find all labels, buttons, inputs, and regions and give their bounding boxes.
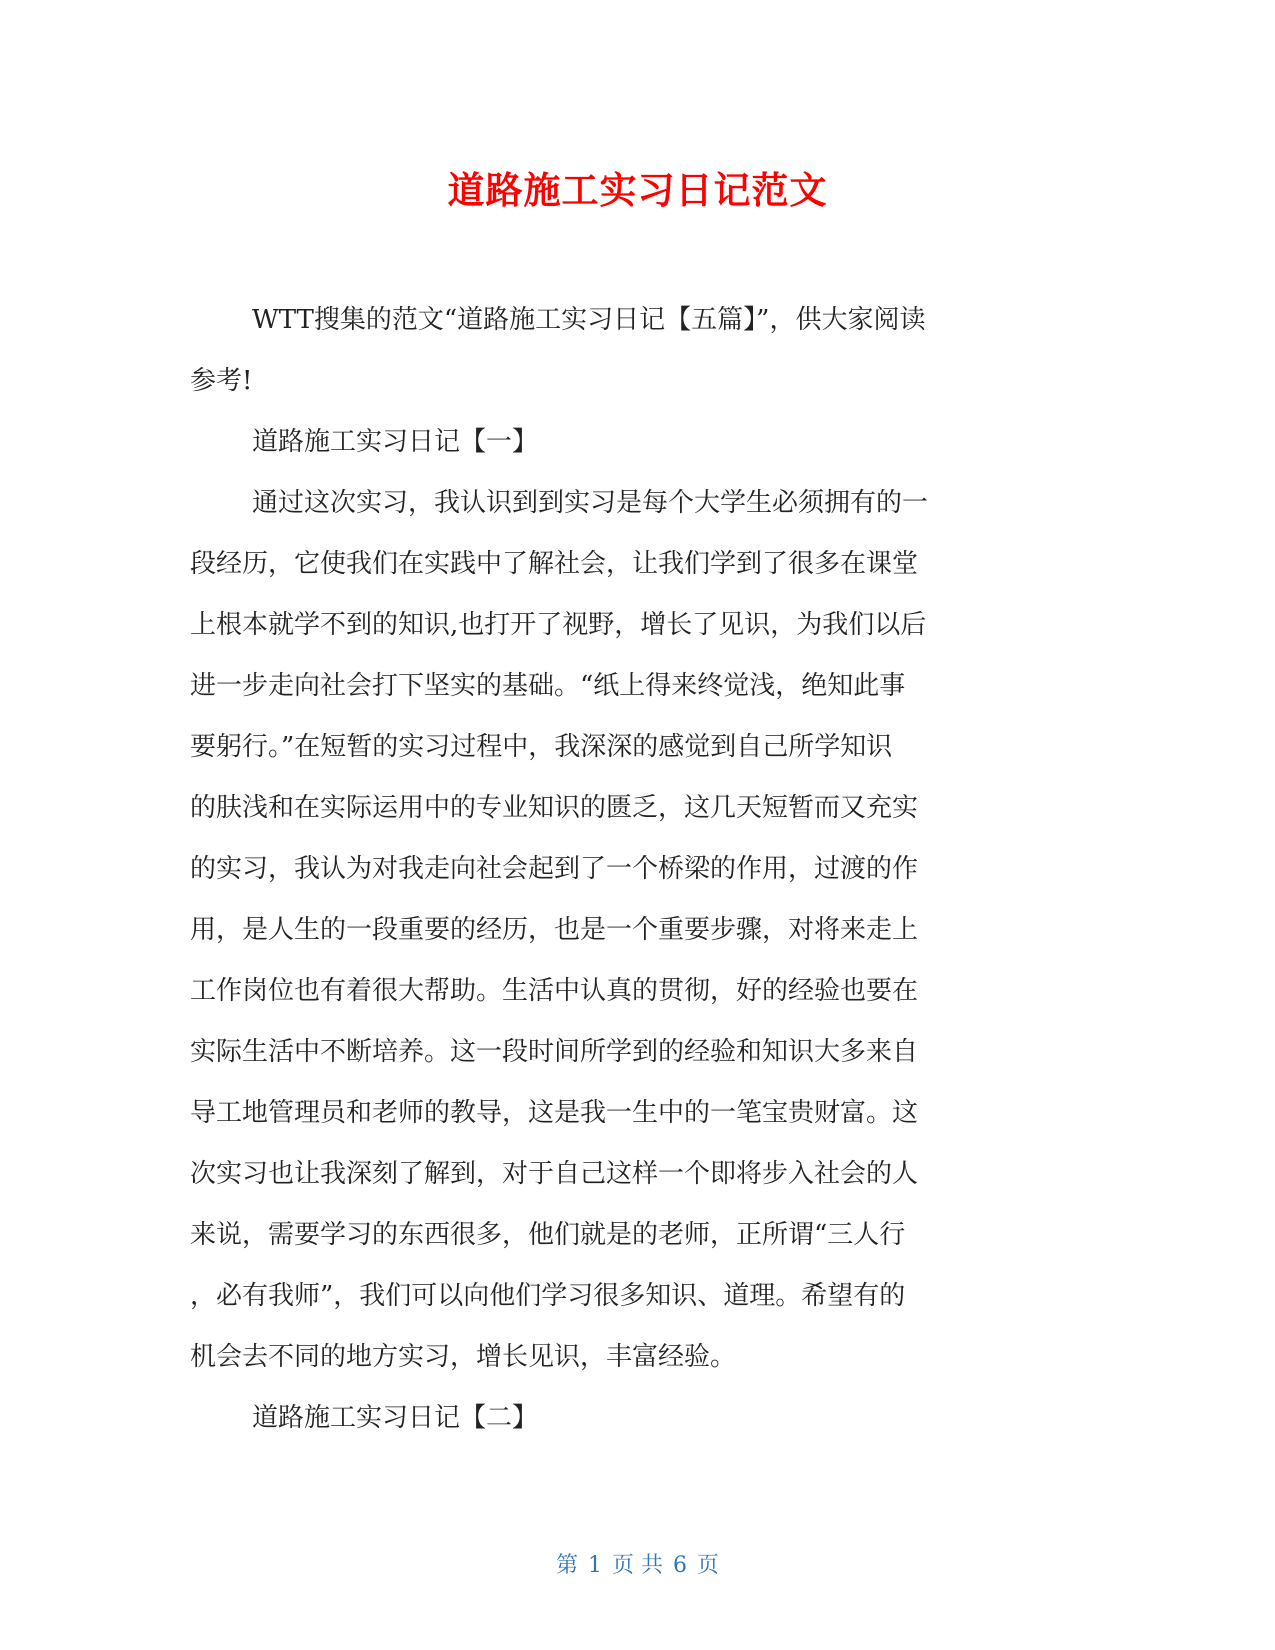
section-1-line: 工作岗位也有着很大帮助。生活中认真的贯彻，好的经验也要在 bbox=[190, 976, 919, 1006]
section-1-line: 导工地管理员和老师的教导，这是我一生中的一笔宝贵财富。这 bbox=[190, 1098, 919, 1128]
section-1-line: 次实习也让我深刻了解到，对于自己这样一个即将步入社会的人 bbox=[190, 1159, 919, 1189]
document-body bbox=[190, 290, 1085, 1449]
section-1-line: 要躬行。”在短暂的实习过程中，我深深的感觉到自己所学知识 bbox=[190, 732, 893, 762]
page-footer bbox=[0, 1548, 1275, 1579]
intro-line-2: 参考! bbox=[190, 366, 253, 396]
section-1-line: ，必有我师”，我们可以向他们学习很多知识、道理。希望有的 bbox=[190, 1281, 906, 1311]
section-1-line: 段经历，它使我们在实践中了解社会，让我们学到了很多在课堂 bbox=[190, 549, 919, 579]
section-1-line: 用，是人生的一段重要的经历，也是一个重要步骤，对将来走上 bbox=[190, 915, 919, 945]
section-1-heading: 道路施工实习日记【一】 bbox=[252, 427, 539, 457]
section-1-line: 通过这次实习，我认识到到实习是每个大学生必须拥有的一 bbox=[252, 488, 929, 518]
section-1-line: 的肤浅和在实际运用中的专业知识的匮乏，这几天短暂而又充实 bbox=[190, 793, 919, 823]
intro-line-1: WTT搜集的范文“道路施工实习日记【五篇】”，供大家阅读 bbox=[252, 305, 926, 335]
section-1-line: 来说，需要学习的东西很多，他们就是的老师，正所谓“三人行 bbox=[190, 1220, 906, 1250]
section-1-line: 实际生活中不断培养。这一段时间所学到的经验和知识大多来自 bbox=[190, 1037, 919, 1067]
section-2-heading: 道路施工实习日记【二】 bbox=[252, 1403, 539, 1433]
footer-prefix: 第 bbox=[555, 1553, 578, 1578]
section-1-line: 进一步走向社会打下坚实的基础。“纸上得来终觉浅，绝知此事 bbox=[190, 671, 906, 701]
document-title: 道路施工实习日记范文 bbox=[447, 169, 828, 212]
section-1-line: 的实习，我认为对我走向社会起到了一个桥梁的作用，过渡的作 bbox=[190, 854, 919, 884]
section-1-line: 机会去不同的地方实习，增长见识，丰富经验。 bbox=[190, 1342, 737, 1372]
footer-current-page: 1 bbox=[588, 1553, 602, 1578]
footer-total-pages: 6 bbox=[673, 1553, 687, 1578]
footer-suffix: 页 bbox=[697, 1553, 720, 1578]
footer-mid: 页 共 bbox=[612, 1553, 663, 1578]
section-1-line: 上根本就学不到的知识,也打开了视野，增长了见识，为我们以后 bbox=[190, 610, 927, 640]
